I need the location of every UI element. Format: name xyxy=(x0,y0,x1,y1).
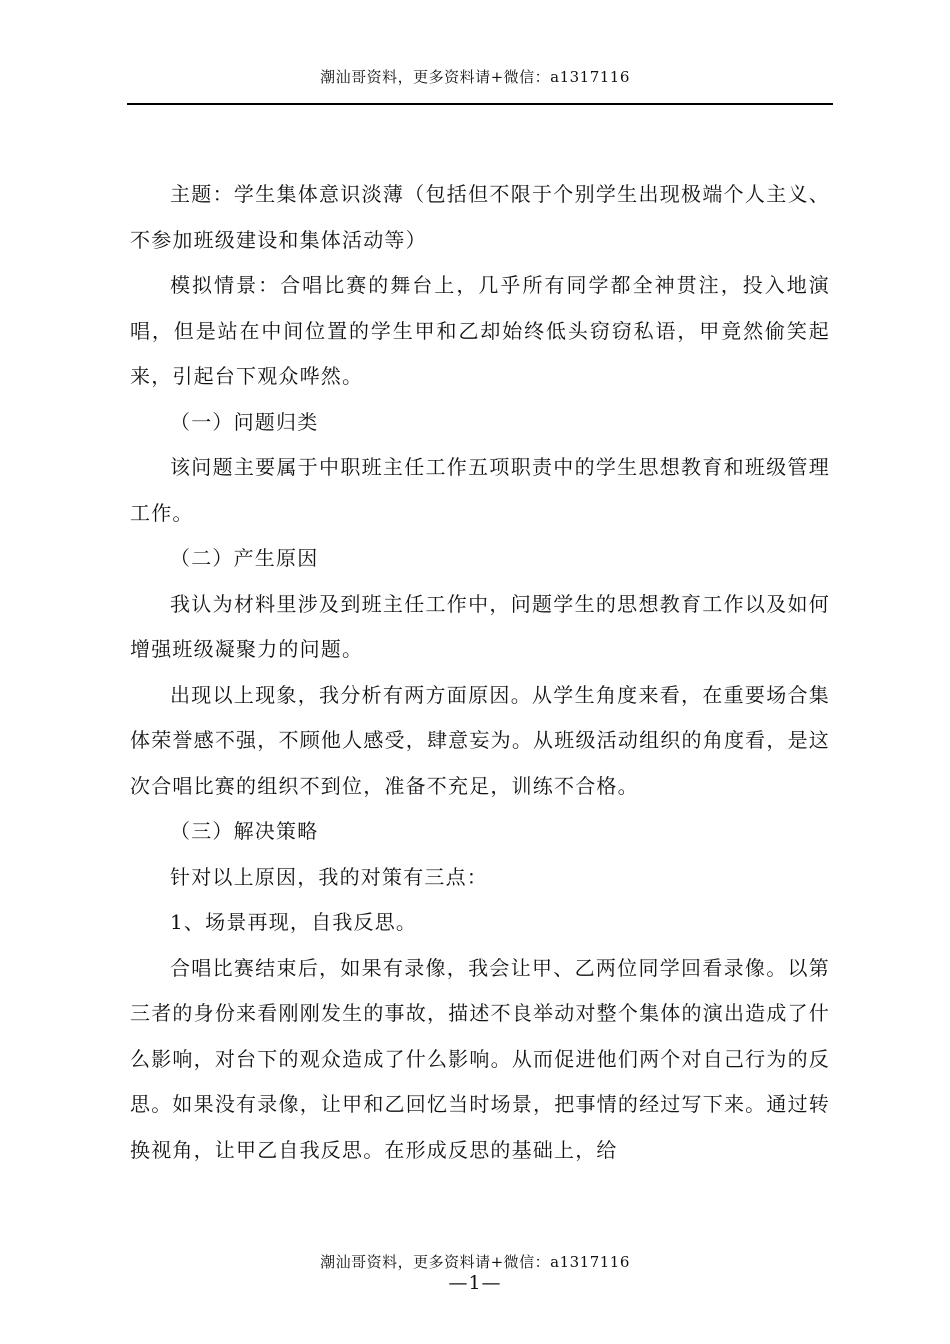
paragraph-strategy-detail: 合唱比赛结束后，如果有录像，我会让甲、乙两位同学回看录像。以第三者的身份来看刚刚发生的事故，描述不良举动对整个集体的演出造成了什么影响，对台下的观众造成了什么影响。从而促进他们两个对自己行为的反思。如果没有录像，让甲和乙回忆当时场景，把事情的经过写下来。通过转换视角，让甲乙自我反思。在形成反思的基础上，给 xyxy=(130,955,830,1162)
page-footer: 潮汕哥资料，更多资料请+微信：a1317116 xyxy=(320,1253,630,1271)
page-number: —1— xyxy=(448,1272,502,1294)
paragraph-causes-intro: 我认为材料里涉及到班主任工作中，问题学生的思想教育工作以及如何增强班级凝聚力的问题。 xyxy=(130,591,830,661)
paragraph-classification: 该问题主要属于中职班主任工作五项职责中的学生思想教育和班级管理工作。 xyxy=(130,455,830,525)
section-heading-strategies: （三）解决策略 xyxy=(170,819,319,843)
paragraph-strategies-intro: 针对以上原因，我的对策有三点： xyxy=(170,864,488,889)
paragraph-scenario: 模拟情景：合唱比赛的舞台上，几乎所有同学都全神贯注，投入地演唱，但是站在中间位置的学生甲和乙却始终低头窃窃私语，甲竟然偷笑起来，引起台下观众哗然。 xyxy=(130,273,830,388)
header-divider xyxy=(127,103,833,105)
document-body xyxy=(130,172,830,1173)
section-heading-classification: （一）问题归类 xyxy=(170,409,319,434)
section-heading-causes: （二）产生原因 xyxy=(170,546,319,570)
strategy-item-heading: 1、场景再现，自我反思。 xyxy=(170,910,418,934)
paragraph-causes-analysis: 出现以上现象，我分析有两方面原因。从学生角度来看，在重要场合集体荣誉感不强，不顾他人感受，肆意妄为。从班级活动组织的角度看，是这次合唱比赛的组织不到位，准备不充足，训练不合格。 xyxy=(130,682,830,798)
paragraph-topic: 主题：学生集体意识淡薄（包括但不限于个别学生出现极端个人主义、不参加班级建设和集体活动等） xyxy=(130,182,830,252)
page-header: 潮汕哥资料，更多资料请+微信：a1317116 xyxy=(320,68,630,86)
